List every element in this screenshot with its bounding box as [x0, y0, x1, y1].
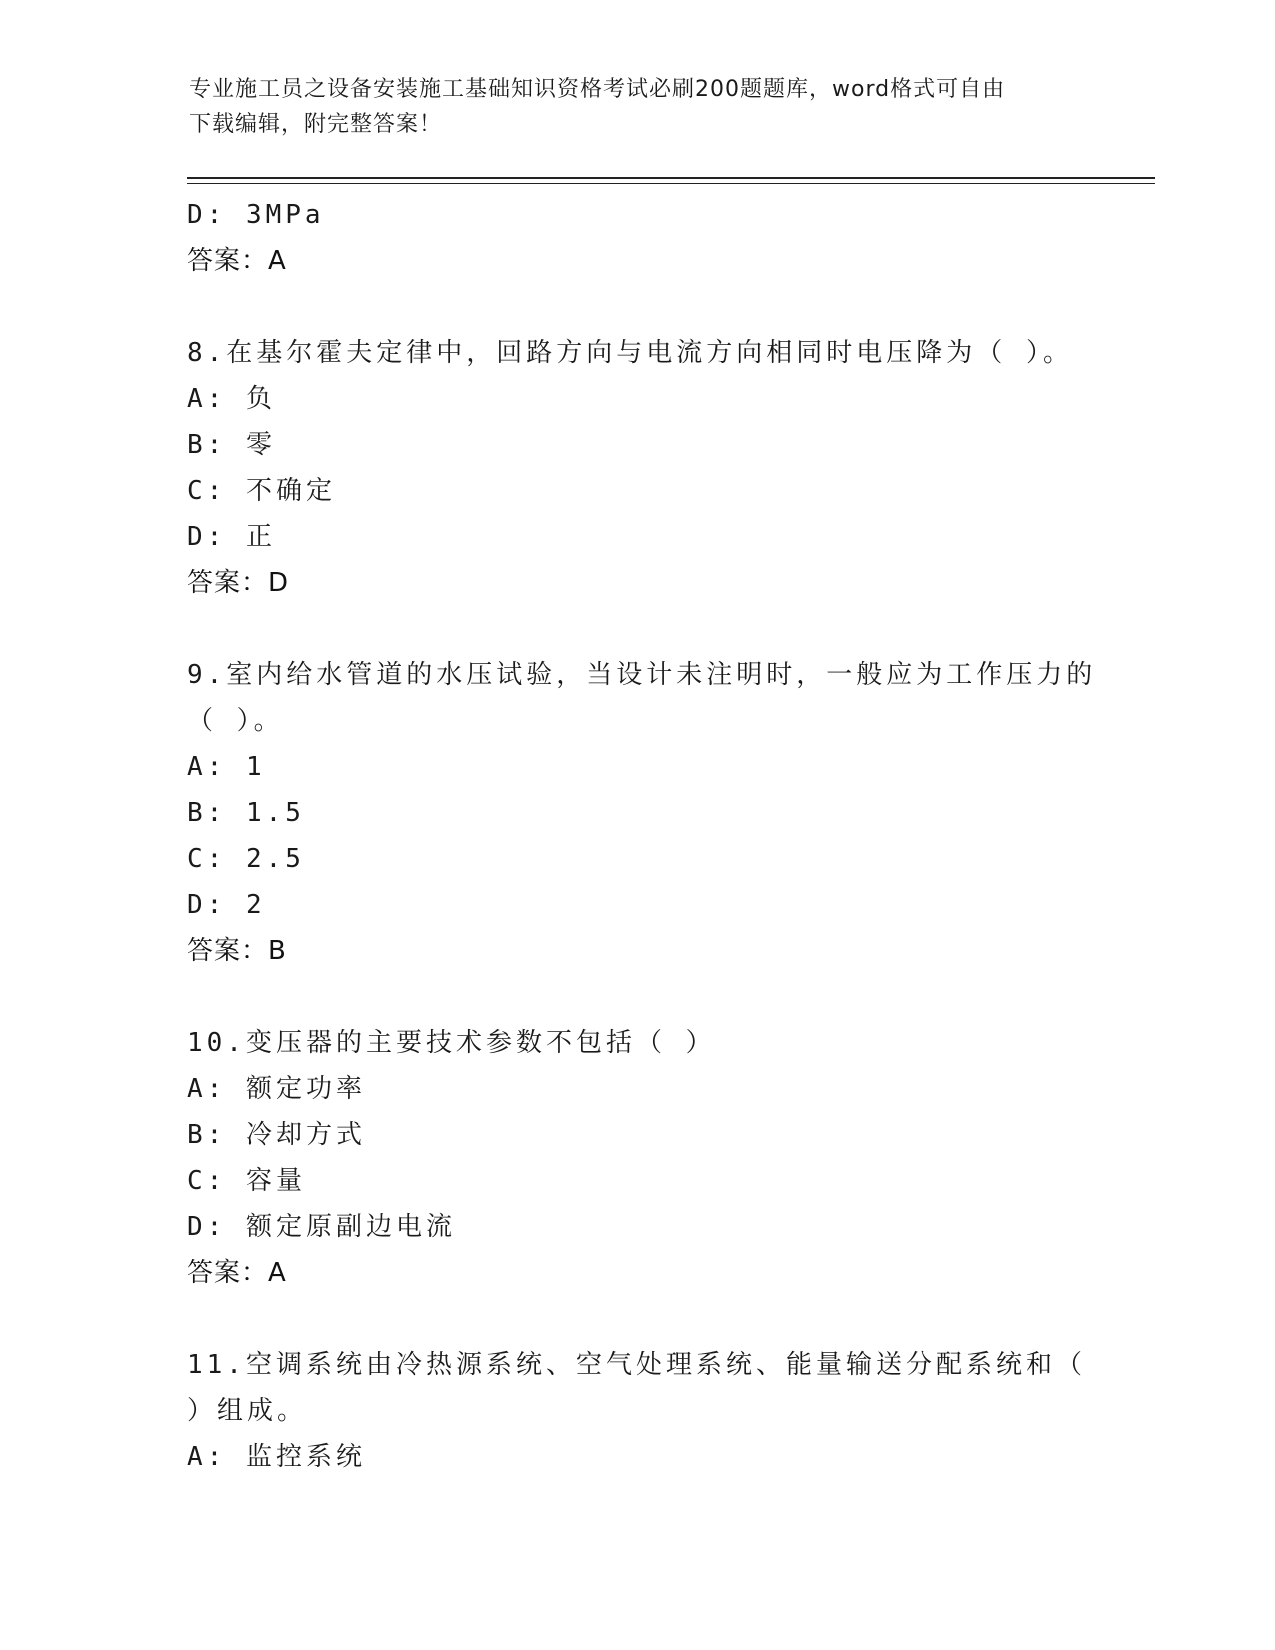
option-a: A: 1 — [187, 752, 266, 782]
option-c: C: 不确定 — [187, 476, 336, 506]
question-9 — [187, 652, 1097, 974]
question-10 — [187, 1020, 1067, 1296]
question-stem: 9.室内给水管道的水压试验，当设计未注明时，一般应为工作压力的 — [187, 660, 1097, 690]
header-title-line-1: 专业施工员之设备安装施工基础知识资格考试必刷200题题库，word格式可自由 — [189, 77, 1006, 102]
option-d: D: 正 — [187, 522, 276, 552]
header-rule-thick — [187, 177, 1155, 179]
option-b: B: 零 — [187, 430, 276, 460]
header-rule-thin — [187, 183, 1155, 184]
question-stem-continued: （ ）。 — [187, 706, 284, 736]
option-d: D: 3MPa — [187, 200, 325, 230]
option-c: C: 2.5 — [187, 844, 305, 874]
option-a: A: 负 — [187, 384, 276, 414]
question-stem: 8.在基尔霍夫定律中，回路方向与电流方向相同时电压降为（ ）。 — [187, 338, 1073, 368]
question-7-partial — [187, 192, 1067, 284]
answer-line: 答案：B — [187, 936, 287, 966]
answer-line: 答案：A — [187, 246, 287, 276]
spacer — [187, 1296, 1067, 1342]
spacer — [187, 284, 1067, 330]
document-header — [189, 72, 1069, 142]
option-a: A: 额定功率 — [187, 1074, 366, 1104]
answer-line: 答案：A — [187, 1258, 287, 1288]
answer-line: 答案：D — [187, 568, 290, 598]
question-8 — [187, 330, 1073, 606]
spacer — [187, 606, 1067, 652]
question-stem: 10.变压器的主要技术参数不包括（ ） — [187, 1028, 716, 1058]
option-d: D: 额定原副边电流 — [187, 1212, 456, 1242]
question-stem: 11.空调系统由冷热源系统、空气处理系统、能量输送分配系统和（ — [187, 1350, 1086, 1380]
question-11 — [187, 1342, 1086, 1480]
option-b: B: 冷却方式 — [187, 1120, 366, 1150]
header-title-line-2: 下载编辑，附完整答案！ — [189, 112, 443, 137]
question-stem-continued: ）组成。 — [187, 1396, 308, 1426]
option-b: B: 1.5 — [187, 798, 305, 828]
option-a: A: 监控系统 — [187, 1442, 366, 1472]
question-list — [187, 192, 1097, 1480]
spacer — [187, 974, 1067, 1020]
option-d: D: 2 — [187, 890, 266, 920]
option-c: C: 容量 — [187, 1166, 306, 1196]
